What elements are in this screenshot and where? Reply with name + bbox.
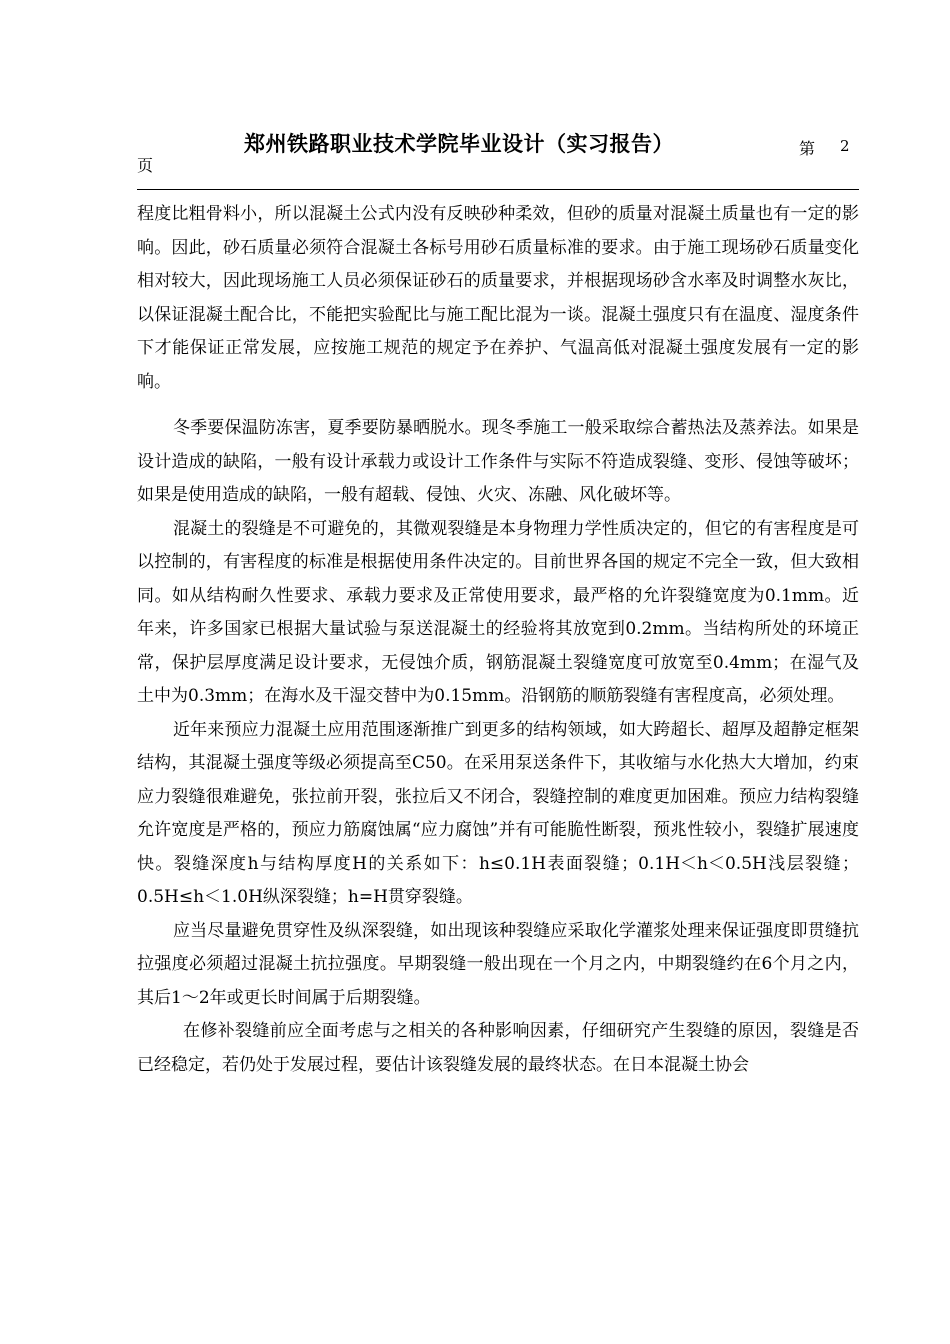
paragraph-6: 在修补裂缝前应全面考虑与之相关的各种影响因素，仔细研究产生裂缝的原因，裂缝是否已经稳定，若仍处于发展过程，要估计该裂缝发展的最终状态。在日本混凝土协会 xyxy=(137,1021,859,1075)
body-text xyxy=(137,198,859,1082)
paragraph-1: 程度比粗骨料小，所以混凝土公式内没有反映砂种柔效，但砂的质量对混凝土质量也有一定的影响。因此，砂石质量必须符合混凝土各标号用砂石质量标准的要求。由于施工现场砂石质量变化相对较大，因此现场施工人员必须保证砂石的质量要求，并根据现场砂含水率及时调整水灰比，以保证混凝土配合比，不能把实验配比与施工配比混为一谈。混凝土强度只有在温度、湿度条件下才能保证正常发展，应按施工规范的规定予在养护、气温高低对混凝土强度发展有一定的影响。 xyxy=(137,204,859,392)
page-number-suffix: 页 xyxy=(137,156,154,175)
paragraph-4: 近年来预应力混凝土应用范围逐渐推广到更多的结构领域，如大跨超长、超厚及超静定框架结构，其混凝土强度等级必须提高至C50。在采用泵送条件下，其收缩与水化热大大增加，约束应力裂缝很难避免，张拉前开裂，张拉后又不闭合，裂缝控制的难度更加困难。预应力结构裂缝允许宽度是严格的，预应力筋腐蚀属“应力腐蚀”并有可能脆性断裂，预兆性较小，裂缝扩展速度快。裂缝深度h与结构厚度H的关系如下：h≤0.1H表面裂缝；0.1H＜h＜0.5H浅层裂缝；0.5H≤h＜1.0H纵深裂缝；h=H贯穿裂缝。 xyxy=(137,719,859,907)
page-number: 2 xyxy=(840,137,850,155)
paragraph-5: 应当尽量避免贯穿性及纵深裂缝，如出现该种裂缝应采取化学灌浆处理来保证强度即贯缝抗拉强度必须超过混凝土抗拉强度。早期裂缝一般出现在一个月之内，中期裂缝约在6个月之内，其后1～2年或更长时间属于后期裂缝。 xyxy=(137,920,859,1008)
paragraph-3: 混凝土的裂缝是不可避免的，其微观裂缝是本身物理力学性质决定的，但它的有害程度是可以控制的，有害程度的标准是根据使用条件决定的。目前世界各国的规定不完全一致，但大致相同。如从结构耐久性要求、承载力要求及正常使用要求，最严格的允许裂缝宽度为0.1mm。近年来，许多国家已根据大量试验与泵送混凝土的经验将其放宽到0.2mm。当结构所处的环境正常，保护层厚度满足设计要求，无侵蚀介质，钢筋混凝土裂缝宽度可放宽至0.4mm；在湿气及土中为0.3mm；在海水及干湿交替中为0.15mm。沿钢筋的顺筋裂缝有害程度高，必须处理。 xyxy=(137,518,859,706)
page-header-title: 郑州铁路职业技术学院毕业设计（实习报告） xyxy=(244,132,674,156)
paragraph-2: 冬季要保温防冻害，夏季要防暴晒脱水。现冬季施工一般采取综合蓄热法及蒸养法。如果是设计造成的缺陷，一般有设计承载力或设计工作条件与实际不符造成裂缝、变形、侵蚀等破坏；如果是使用造成的缺陷，一般有超载、侵蚀、火灾、冻融、风化破坏等。 xyxy=(137,418,859,505)
header-divider xyxy=(137,189,859,190)
page-number-label: 第 xyxy=(799,139,816,158)
